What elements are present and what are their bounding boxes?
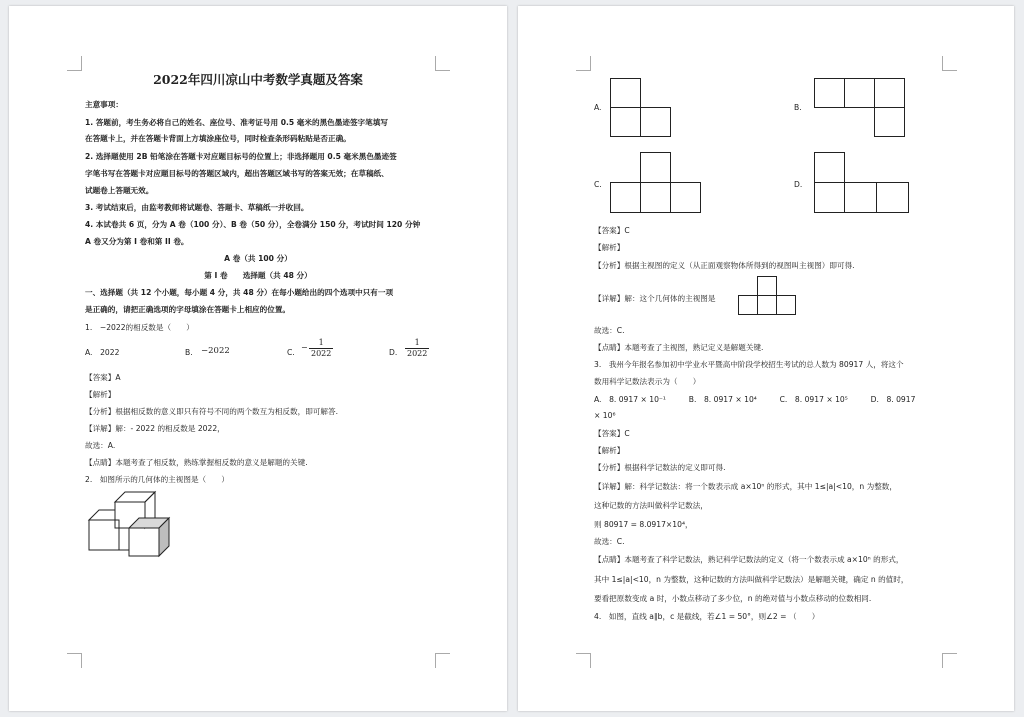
margin-corner-mark <box>435 56 450 71</box>
margin-corner-mark <box>576 56 591 71</box>
q1-analysis-heading: 【解析】 <box>85 390 116 399</box>
notice-heading: 主意事项： <box>85 100 123 109</box>
q3-equation: 则 80917 = 8.0917×10⁴， <box>594 520 693 529</box>
margin-corner-mark <box>942 56 957 71</box>
q2-option-a-figure <box>610 78 672 138</box>
margin-corner-mark <box>67 653 82 668</box>
q1-option-d-label: D. <box>389 348 398 357</box>
q1-option-c-fraction: − 1 2022 <box>301 338 332 358</box>
question-4: 4. 如图，直线 a∥b，c 是截线，若∠1 = 50°，则∠2 = （ ） <box>594 612 820 621</box>
q1-analysis: 【分析】根据相反数的意义即只有符号不同的两个数互为相反数，即可解答. <box>85 407 339 416</box>
q3-options: A. 8. 0917 × 10⁻¹ B. 8. 0917 × 10⁴ C. 8. 0917 × 10⁵ D. 8. 0917 <box>594 395 916 404</box>
geometry-solid-figure <box>87 488 187 560</box>
q1-option-b-label: B. <box>185 348 193 357</box>
q3-comment: 【点睛】本题考查了科学记数法，熟记科学记数法的定义（将一个数表示成 a×10ⁿ 的形式， <box>594 555 904 564</box>
q1-solution: 【详解】解：- 2022 的相反数是 2022， <box>85 424 225 433</box>
notice-line: 字笔书写在答题卡对应题目标号的答题区域内，超出答题区域书写的答案无效；在草稿纸、 <box>85 169 389 178</box>
q1-option-b-value: −2022 <box>201 346 230 356</box>
q2-comment: 【点睛】本题考查了主视图，熟记定义是解题关键. <box>594 343 764 352</box>
part-instructions: 是正确的，请把正确选项的字母填涂在答题卡上相应的位置。 <box>85 305 291 314</box>
q3-analysis-heading: 【解析】 <box>594 446 625 455</box>
q3-analysis: 【分析】根据科学记数法的定义即可得. <box>594 463 726 472</box>
margin-corner-mark <box>67 56 82 71</box>
question-3: 3. 我州今年报名参加初中学业水平暨高中阶段学校招生考试的总人数为 80917 人，将这个 <box>594 360 904 369</box>
q1-answer: 【答案】A <box>85 373 121 382</box>
question-1: 1. −2022的相反数是（ ） <box>85 323 194 332</box>
notice-line: 在答题卡上，并在答题卡背面上方填涂座位号，同时检查条形码粘贴是否正确。 <box>85 134 351 143</box>
question-2: 2. 如图所示的几何体的主视图是（ ） <box>85 475 229 484</box>
q1-choice: 故选：A. <box>85 441 116 450</box>
notice-line: 4. 本试卷共 6 页，分为 A 卷（100 分）、B 卷（50 分），全卷满分 150 分，考试时间 120 分钟 <box>85 220 421 229</box>
q2-option-b-label: B. <box>794 103 802 112</box>
q2-option-b-figure <box>814 78 906 138</box>
q1-option-a: A. 2022 <box>85 348 120 357</box>
margin-corner-mark <box>576 653 591 668</box>
notice-line: A 卷又分为第 I 卷和第 II 卷。 <box>85 237 189 246</box>
q1-option-c-label: C. <box>287 348 295 357</box>
question-3: 数用科学记数法表示为（ ） <box>594 377 701 386</box>
q2-solution-front-view-figure <box>738 276 796 316</box>
q3-options: × 10⁶ <box>594 411 616 420</box>
section-heading: 第 I 卷 选择题（共 48 分） <box>204 271 312 280</box>
q2-option-d-label: D. <box>794 180 803 189</box>
margin-corner-mark <box>942 653 957 668</box>
q1-comment: 【点睛】本题考查了相反数，熟练掌握相反数的意义是解题的关键. <box>85 458 308 467</box>
q2-option-a-label: A. <box>594 103 602 112</box>
document-page-left <box>9 6 507 711</box>
part-instructions: 一、选择题（共 12 个小题，每小题 4 分，共 48 分）在每小题给出的四个选项中只有一项 <box>85 288 394 297</box>
q3-solution: 这种记数的方法叫做科学记数法， <box>594 501 708 510</box>
q1-option-d-fraction: $\frac{1}{2022}$ <box>407 338 428 358</box>
q3-choice: 故选：C. <box>594 537 625 546</box>
q2-analysis-heading: 【解析】 <box>594 243 625 252</box>
q2-answer: 【答案】C <box>594 226 630 235</box>
q2-choice: 故选：C. <box>594 326 625 335</box>
q3-comment: 要看把原数变成 a 时，小数点移动了多少位，n 的绝对值与小数点移动的位数相同. <box>594 594 872 603</box>
document-page-right <box>518 6 1014 711</box>
q3-comment: 其中 1≤|a|<10，n 为整数，这种记数的方法叫做科学记数法）是解题关键，确定 n 的值时， <box>594 575 909 584</box>
notice-line: 1. 答题前，考生务必将自己的姓名、座位号、准考证号用 0.5 毫米的黑色墨迹签字笔填写 <box>85 118 388 127</box>
q2-option-c-label: C. <box>594 180 602 189</box>
document-title: 2022年四川凉山中考数学真题及答案 <box>153 72 363 87</box>
q3-solution: 【详解】解：科学记数法：将一个数表示成 a×10ⁿ 的形式，其中 1≤|a|<10，n 为整数， <box>594 482 897 491</box>
notice-line: 3. 考试结束后，由监考教师将试题卷、答题卡、草稿纸一并收回。 <box>85 203 309 212</box>
notice-line: 试题卷上答题无效。 <box>85 186 154 195</box>
q2-analysis: 【分析】根据主视图的定义（从正面观察物体所得到的视图叫主视图）即可得. <box>594 261 855 270</box>
section-heading: A 卷（共 100 分） <box>224 254 292 263</box>
q3-answer: 【答案】C <box>594 429 630 438</box>
q2-option-d-figure <box>814 152 912 214</box>
q2-solution: 【详解】解：这个几何体的主视图是 <box>594 294 716 303</box>
notice-line: 2. 选择题使用 2B 铅笔涂在答题卡对应题目标号的位置上；非选择题用 0.5 毫米黑色墨迹签 <box>85 152 397 161</box>
margin-corner-mark <box>435 653 450 668</box>
q2-option-c-figure <box>610 152 702 214</box>
